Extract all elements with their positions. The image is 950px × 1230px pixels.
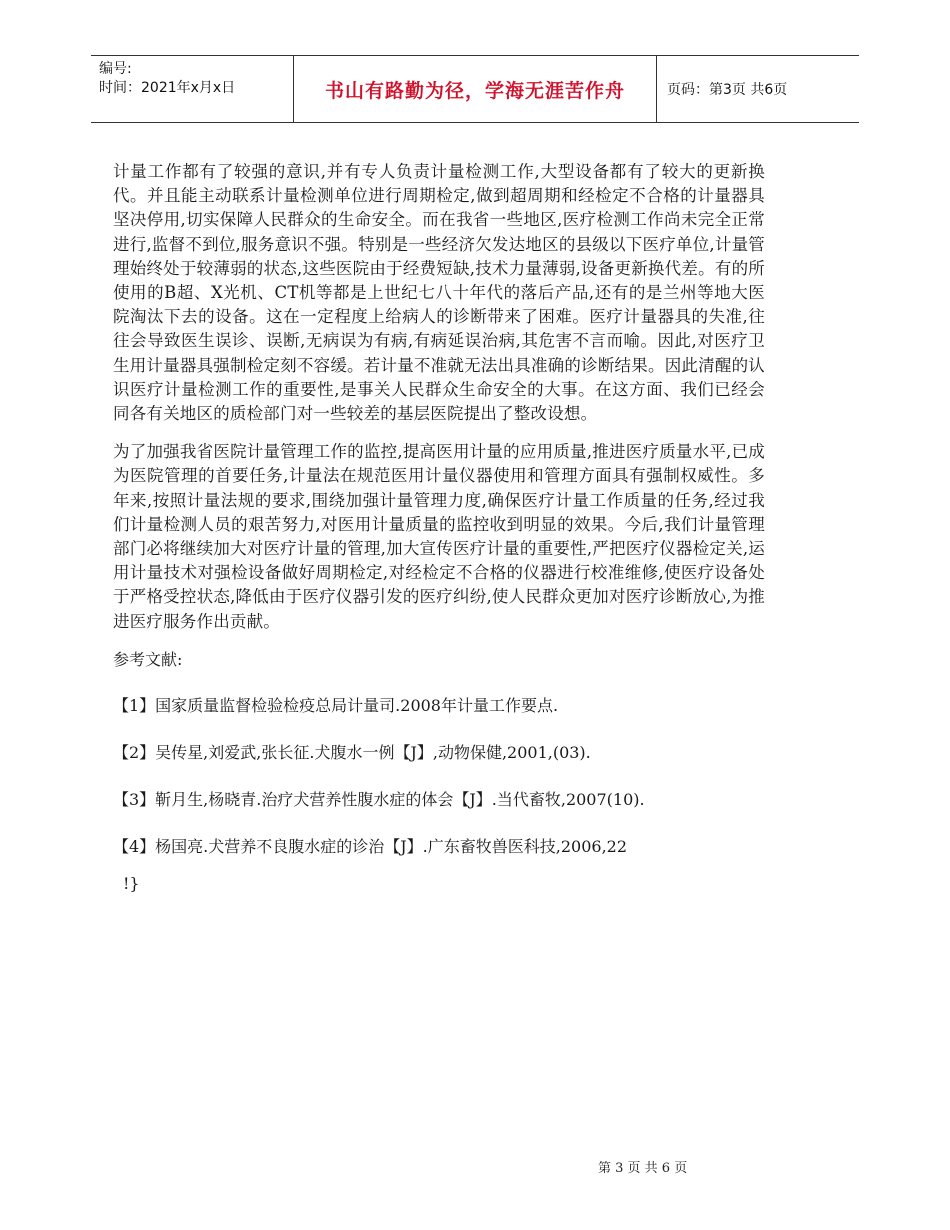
header-meta bbox=[91, 56, 293, 122]
body-paragraph-2: 为了加强我省医院计量管理工作的监控,提高医用计量的应用质量,推进医疗质量水平,已成为医院管理的首要任务,计量法在规范医用计量仪器使用和管理方面具有强制权威性。多年来,按照计量法规的要求,围绕加强计量管理力度,确保医疗计量工作质量的任务,经过我们计量检测人员的艰苦努力,对医用计量质量的监控收到明显的效果。今后,我们计量管理部门必将继续加大对医疗计量的管理,加大宣传医疗计量的重要性,严把医疗仪器检定关,运用计量技术对强检设备做好周期检定,对经检定不合格的仪器进行校准维修,使医疗设备处于严格受控状态,降低由于医疗仪器引发的医疗纠纷,使人民群众更加对医疗诊断放心,为推进医疗服务作出贡献。 bbox=[113, 442, 765, 631]
reference-item-2: 【2】吴传星,刘爱武,张长征.犬腹水一例【J】,动物保健,2001,(03). bbox=[113, 742, 591, 762]
reference-tail: !} bbox=[123, 873, 140, 893]
body-paragraph-1: 计量工作都有了较强的意识,并有专人负责计量检测工作,大型设备都有了较大的更新换代。并且能主动联系计量检测单位进行周期检定,做到超周期和经检定不合格的计量器具坚决停用,切实保障人民群众的生命安全。而在我省一些地区,医疗检测工作尚未完全正常进行,监督不到位,服务意识不强。特别是一些经济欠发达地区的县级以下医疗单位,计量管理始终处于较薄弱的状态,这些医院由于经费短缺,技术力量薄弱,设备更新换代差。有的所使用的B超、X光机、CT机等都是上世纪七八十年代的落后产品,还有的是兰州等地大医院淘汰下去的设备。这在一定程度上给病人的诊断带来了困难。医疗计量器具的失准,往往会导致医生误诊、误断,无病误为有病,有病延误治病,其危害不言而喻。因此,对医疗卫生用计量器具强制检定刻不容缓。若计量不准就无法出具准确的诊断结果。因此清醒的认识医疗计量检测工作的重要性,是事关人民群众生命安全的大事。在这方面、我们已经会同各有关地区的质检部门对一些较差的基层医院提出了整改设想。 bbox=[113, 162, 765, 424]
references-heading: 参考文献: bbox=[113, 649, 183, 669]
reference-item-4: 【4】杨国亮.犬营养不良腹水症的诊治【J】.广东畜牧兽医科技,2006,22 bbox=[113, 836, 628, 856]
page-footer: 第 3 页 共 6 页 bbox=[598, 1161, 688, 1176]
page-header bbox=[91, 55, 859, 123]
document-body bbox=[113, 160, 765, 896]
reference-item-1: 【1】国家质量监督检验检疫总局计量司.2008年计量工作要点. bbox=[113, 695, 559, 715]
header-motto: 书山有路勤为径，学海无涯苦作舟 bbox=[293, 56, 657, 122]
reference-item-3: 【3】靳月生,杨晓青.治疗犬营养性腹水症的体会【J】.当代畜牧,2007(10). bbox=[113, 789, 645, 809]
time-label: 时间：2021年x月x日 bbox=[99, 80, 236, 96]
number-label: 编号: bbox=[99, 61, 132, 77]
header-page-info: 页码：第3页 共6页 bbox=[667, 82, 788, 98]
